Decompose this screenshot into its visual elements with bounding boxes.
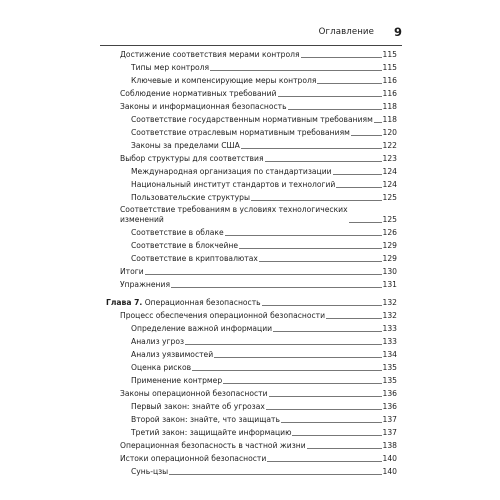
dot-leader — [281, 422, 382, 423]
toc-page-number: 136 — [382, 389, 397, 398]
dot-leader — [273, 331, 381, 332]
toc-page-number: 133 — [382, 337, 397, 346]
toc-entry-title: Соответствие требованиям в условиях технологических изменений — [120, 205, 348, 224]
toc-entry-title: Соответствие государственным нормативным требованиям — [131, 115, 373, 124]
dot-leader — [292, 435, 381, 436]
toc-page-number: 124 — [382, 180, 397, 189]
toc-entry — [0, 427, 500, 437]
toc-entry-title: Определение важной информации — [131, 324, 273, 333]
toc-entry — [0, 310, 500, 320]
dot-leader — [169, 474, 381, 475]
toc-entry — [0, 179, 500, 189]
toc-entry-title: Анализ уязвимостей — [131, 350, 214, 359]
toc-page-number: 118 — [382, 102, 397, 111]
toc-entry — [0, 266, 500, 276]
toc-page-number: 125 — [382, 215, 397, 224]
dot-leader — [267, 461, 381, 462]
dot-leader — [210, 70, 381, 71]
toc-entry-title: Законы и информационная безопасность — [120, 102, 287, 111]
dot-leader — [225, 235, 382, 236]
toc-entry-title: Ключевые и компенсирующие меры контроля — [131, 76, 317, 85]
toc-page-number: 120 — [382, 128, 397, 137]
toc-entry-title: Законы за пределами США — [131, 141, 240, 150]
dot-leader — [374, 122, 382, 123]
toc-entry-title: Международная организация по стандартизации — [131, 167, 332, 176]
dot-leader — [259, 261, 382, 262]
dot-leader — [185, 344, 381, 345]
toc-entry — [0, 75, 500, 85]
toc-entry-title: Сунь-цзы — [131, 467, 169, 476]
toc-entry-title: Второй закон: знайте, что защищать — [131, 415, 280, 424]
dot-leader — [351, 135, 382, 136]
dot-leader — [262, 305, 382, 306]
toc-entry-title: Соблюдение нормативных требований — [120, 89, 277, 98]
toc-entry-title: Применение контрмер — [131, 376, 223, 385]
toc-page-number: 138 — [382, 441, 397, 450]
dot-leader — [266, 409, 382, 410]
toc-page-number: 129 — [382, 241, 397, 250]
toc-page-number: 132 — [382, 298, 397, 307]
toc-entry-title: Законы операционной безопасности — [120, 389, 268, 398]
toc-page-number: 122 — [382, 141, 397, 150]
toc-page-number: 130 — [382, 267, 397, 276]
dot-leader — [192, 370, 381, 371]
toc-page-number: 140 — [382, 454, 397, 463]
toc-entry — [0, 127, 500, 137]
toc-entry — [0, 114, 500, 124]
toc-entry — [0, 440, 500, 450]
toc-page-number: 132 — [382, 311, 397, 320]
toc-entry-title: Достижение соответствия мерами контроля — [120, 50, 300, 59]
dot-leader — [288, 109, 382, 110]
toc-page-number: 140 — [382, 467, 397, 476]
toc-entry-title: Соответствие в блокчейне — [131, 241, 239, 250]
dot-leader — [265, 161, 382, 162]
dot-leader — [326, 318, 381, 319]
toc-page-number: 123 — [382, 154, 397, 163]
toc-entry — [0, 414, 500, 424]
toc-page-number: 124 — [382, 167, 397, 176]
dot-leader — [278, 96, 382, 97]
toc-page-number: 135 — [382, 363, 397, 372]
toc-entry-title: Выбор структуры для соответствия — [120, 154, 264, 163]
chapter-title: Операционная безопасность — [144, 298, 261, 307]
toc-entry-title: Соответствие отраслевым нормативным требованиям — [131, 128, 350, 137]
dot-leader — [349, 222, 382, 223]
toc-entry-title: Первый закон: знайте об угрозах — [131, 402, 265, 411]
toc-entry-title: Итоги — [120, 267, 144, 276]
dot-leader — [301, 57, 382, 58]
toc-entry — [0, 466, 500, 476]
toc-page-number: 129 — [382, 254, 397, 263]
toc-page-number: 133 — [382, 324, 397, 333]
toc-entry-title: Соответствие в облаке — [131, 228, 224, 237]
toc-page-number: 125 — [382, 193, 397, 202]
toc-entry — [0, 253, 500, 263]
toc-page-number: 116 — [382, 89, 397, 98]
dot-leader — [307, 448, 382, 449]
toc-entry-title: Истоки операционной безопасности — [120, 454, 267, 463]
toc-page-number: 118 — [382, 115, 397, 124]
dot-leader — [317, 83, 381, 84]
toc-entry-title: Пользовательские структуры — [131, 193, 250, 202]
toc-page-number: 126 — [382, 228, 397, 237]
toc-entry — [0, 62, 500, 72]
toc-entry-title — [106, 298, 261, 307]
chapter-number: Глава 7. — [106, 298, 143, 307]
toc-entry — [0, 349, 500, 359]
toc-entry — [0, 227, 500, 237]
dot-leader — [223, 383, 381, 384]
toc-entry — [0, 203, 500, 224]
toc-entry-title: Типы мер контроля — [131, 63, 210, 72]
dot-leader — [333, 174, 382, 175]
dot-leader — [269, 396, 382, 397]
page-number: 9 — [393, 25, 402, 39]
toc-page-number: 131 — [382, 280, 397, 289]
toc-page-number: 134 — [382, 350, 397, 359]
toc-page-number: 136 — [382, 402, 397, 411]
toc-entry — [0, 49, 500, 59]
toc-page-number: 137 — [382, 415, 397, 424]
toc-entry — [0, 362, 500, 372]
toc-entry — [0, 88, 500, 98]
dot-leader — [241, 148, 382, 149]
toc-entry-title: Процесс обеспечения операционной безопасности — [120, 311, 326, 320]
toc-entry — [0, 192, 500, 202]
toc-entry — [0, 101, 500, 111]
toc-entry — [0, 323, 500, 333]
toc-page-number: 116 — [382, 76, 397, 85]
toc-entry-title: Упражнения — [120, 280, 171, 289]
dot-leader — [336, 187, 381, 188]
toc-entry — [0, 401, 500, 411]
toc-entry — [0, 388, 500, 398]
toc-entry — [0, 453, 500, 463]
toc-entry — [0, 375, 500, 385]
toc-entry — [0, 336, 500, 346]
toc-entry — [0, 166, 500, 176]
toc-entry — [0, 279, 500, 289]
toc-entry-title: Национальный институт стандартов и технологий — [131, 180, 336, 189]
dot-leader — [145, 274, 382, 275]
dot-leader — [171, 287, 381, 288]
dot-leader — [251, 200, 382, 201]
toc-entry-title: Третий закон: защищайте информацию — [131, 428, 292, 437]
toc-page-number: 115 — [382, 50, 397, 59]
toc-page-number: 137 — [382, 428, 397, 437]
dot-leader — [214, 357, 381, 358]
toc-entry — [0, 140, 500, 150]
toc-page-number: 115 — [382, 63, 397, 72]
dot-leader — [239, 248, 381, 249]
toc-chapter-entry — [0, 297, 500, 307]
toc-entry-title: Соответствие в криптовалютах — [131, 254, 258, 263]
toc-entry-title: Оценка рисков — [131, 363, 192, 372]
toc-page-number: 135 — [382, 376, 397, 385]
toc-entry-title: Операционная безопасность в частной жизни — [120, 441, 306, 450]
toc-entry-title: Анализ угроз — [131, 337, 185, 346]
toc-entry — [0, 153, 500, 163]
running-title: Оглавление — [318, 27, 374, 37]
toc-entry — [0, 240, 500, 250]
